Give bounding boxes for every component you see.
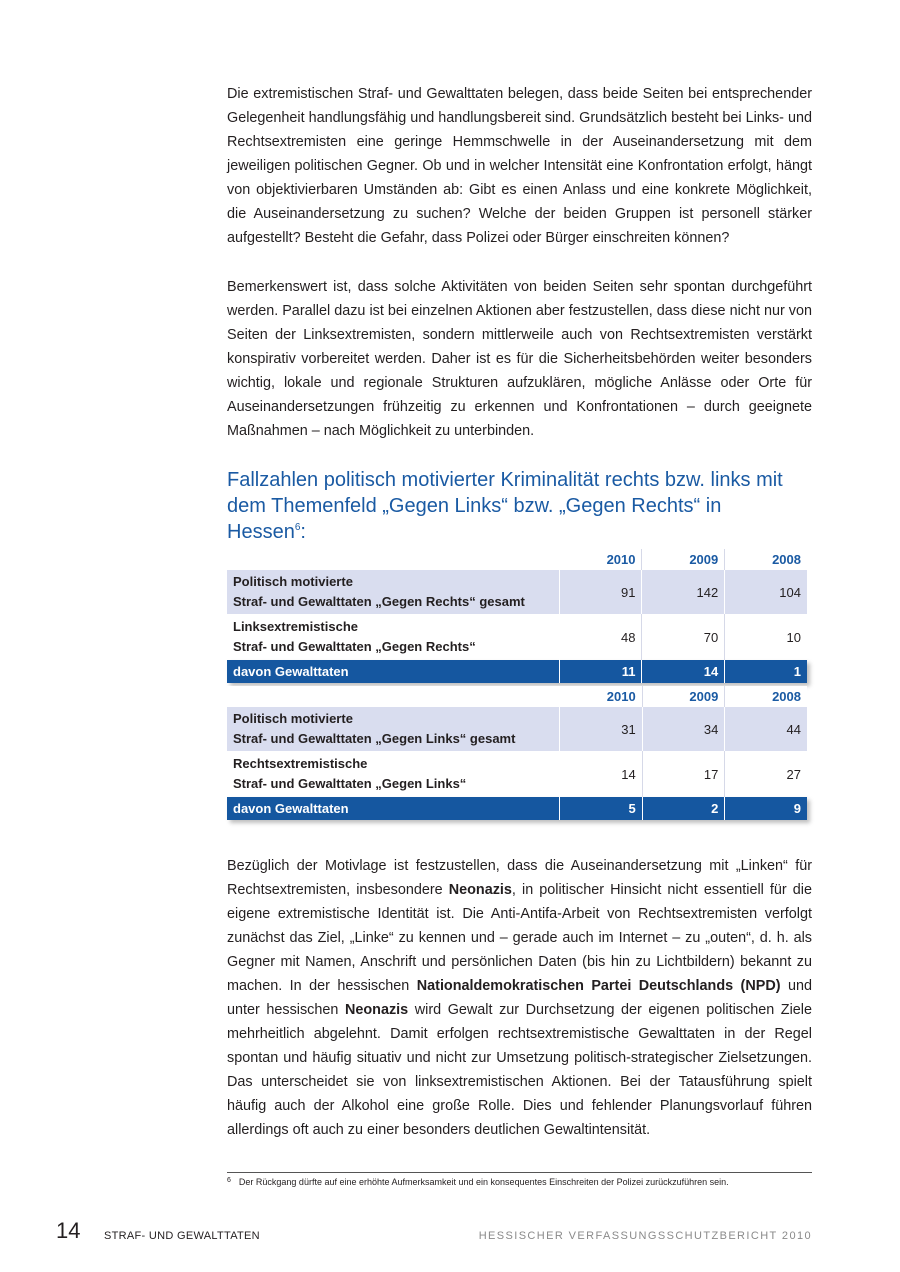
emphasis-npd: Nationaldemokratischen Partei Deutschlands (NPD)	[416, 978, 781, 994]
cell-value: 104	[725, 570, 807, 614]
summary-value: 11	[559, 660, 642, 683]
footnote-text: Der Rückgang dürfte auf eine erhöhte Aufmerksamkeit und ein konsequentes Einschreiten der Polizei zurückzuführen sein.	[238, 1177, 729, 1187]
cell-value: 14	[560, 751, 643, 797]
year-header: 2008	[725, 686, 807, 707]
table-gegen-rechts	[227, 549, 807, 683]
cell-value: 27	[725, 751, 807, 797]
cell-value: 142	[642, 570, 725, 614]
summary-value: 5	[560, 797, 643, 820]
running-title: HESSISCHER VERFASSUNGSSCHUTZBERICHT 2010	[478, 1230, 812, 1242]
cell-value: 91	[559, 570, 642, 614]
cell-value: 10	[725, 614, 807, 660]
cell-value: 34	[642, 707, 725, 751]
table-row	[227, 570, 807, 614]
table-heading-text: Fallzahlen politisch motivierter Kriminalität rechts bzw. links mit dem Themenfeld „Gegen Links“ bzw. „Gegen Rechts“ in Hessen	[227, 469, 783, 543]
cell-value: 44	[725, 707, 807, 751]
year-header: 2008	[725, 549, 807, 570]
table-header-row	[227, 686, 807, 707]
table-heading	[227, 467, 787, 545]
body-paragraph-3: Bezüglich der Motivlage ist festzustellen, dass die Auseinandersetzung mit „Linken“ für Rechtsextremisten, insbesondere Neonazis, in politischer Hinsicht nicht essentiell für die eigene extremistische Identität ist. Die Anti-Antifa-Arbeit von Rechtsextremisten verfolgt zunächst das Ziel, „Linke“ zu kennen und – gerade auch im Internet – zu „outen“, d. h. als Gegner mit Namen, Anschrift und persönlichen Daten (bis hin zu Lichtbildern) bekannt zu machen. In der hessischen Nationaldemokratischen Partei Deutschlands (NPD) und unter hessischen Neonazis wird Gewalt zur Durchsetzung der eigenen politischen Ziele mehrheitlich abgelehnt. Damit erfolgen rechtsextremistische Gewalttaten in der Regel spontan und häufig situativ und nicht zur Umsetzung politisch-strategischer Zielsetzungen. Das unterscheidet sie von linksextremistischen Aktionen. Bei der Tatausführung spielt häufig auch der Alkohol eine große Rolle. Dies und fehlender Planungsvorlauf führen allerdings oft auch zu einer besonders deutlichen Gewaltintensität.	[227, 858, 812, 1138]
emphasis-neonazis: Neonazis	[344, 1002, 409, 1018]
summary-label: davon Gewalttaten	[227, 660, 559, 683]
table-heading-suffix: :	[300, 521, 306, 543]
summary-value: 1	[725, 660, 807, 683]
summary-value: 2	[642, 797, 725, 820]
table-header-row	[227, 549, 807, 570]
summary-row	[227, 797, 807, 820]
row-label: Rechtsextremistische Straf- und Gewalttaten „Gegen Links“	[227, 751, 560, 797]
cell-value: 17	[642, 751, 725, 797]
year-header: 2010	[560, 686, 643, 707]
row-label: Politisch motivierte Straf- und Gewalttaten „Gegen Links“ gesamt	[227, 707, 560, 751]
year-header: 2010	[559, 549, 642, 570]
emphasis-neonazis: Neonazis	[448, 882, 512, 898]
row-label: Politisch motivierte Straf- und Gewalttaten „Gegen Rechts“ gesamt	[227, 570, 559, 614]
body-paragraph-2: Bemerkenswert ist, dass solche Aktivitäten von beiden Seiten sehr spontan durchgeführt werden. Parallel dazu ist bei einzelnen Aktionen aber festzustellen, dass diese nicht nur von Seiten der Linksextremisten, sondern mittlerweile auch von Rechtsextremisten verstärkt konspirativ vorbereitet werden. Daher ist es für die Sicherheitsbehörden weiter besonders wichtig, lokale und regionale Strukturen aufzuklären, mögliche Anlässe oder Orte für Auseinandersetzungen frühzeitig zu erkennen und Konfrontationen – durch geeignete Maßnahmen – nach Möglichkeit zu unterbinden.	[227, 279, 812, 439]
year-header: 2009	[642, 549, 725, 570]
summary-label: davon Gewalttaten	[227, 797, 560, 820]
summary-row	[227, 660, 807, 683]
body-paragraph-1: Die extremistischen Straf- und Gewalttaten belegen, dass beide Seiten bei entsprechender Gelegenheit handlungsfähig und handlungsbereit sind. Grundsätzlich besteht bei Links- und Rechtsextremisten eine geringe Hemmschwelle in der Auseinandersetzung mit dem jeweiligen politischen Gegner. Ob und in welcher Intensität eine Konfrontation erfolgt, hängt von objektivierbaren Umständen ab: Gibt es einen Anlass und eine konkrete Möglichkeit, die Auseinandersetzung zu suchen? Welche der beiden Gruppen ist personell stärker aufgestellt? Besteht die Gefahr, dass Polizei oder Bürger einschreiten können?	[227, 86, 812, 246]
summary-value: 14	[642, 660, 725, 683]
footnote-ref: 6	[294, 522, 301, 533]
table-row	[227, 707, 807, 751]
cell-value: 31	[560, 707, 643, 751]
cell-value: 48	[559, 614, 642, 660]
table-row	[227, 751, 807, 797]
summary-value: 9	[725, 797, 807, 820]
section-title: STRAF- UND GEWALTTATEN	[104, 1230, 260, 1242]
footnote	[227, 1174, 817, 1189]
row-label: Linksextremistische Straf- und Gewalttaten „Gegen Rechts“	[227, 614, 559, 660]
footnote-divider	[227, 1172, 812, 1173]
table-row	[227, 614, 807, 660]
cell-value: 70	[642, 614, 725, 660]
footnote-mark: 6	[227, 1177, 231, 1184]
table-gegen-links	[227, 686, 807, 820]
page-number: 14	[56, 1218, 81, 1243]
year-header: 2009	[642, 686, 725, 707]
